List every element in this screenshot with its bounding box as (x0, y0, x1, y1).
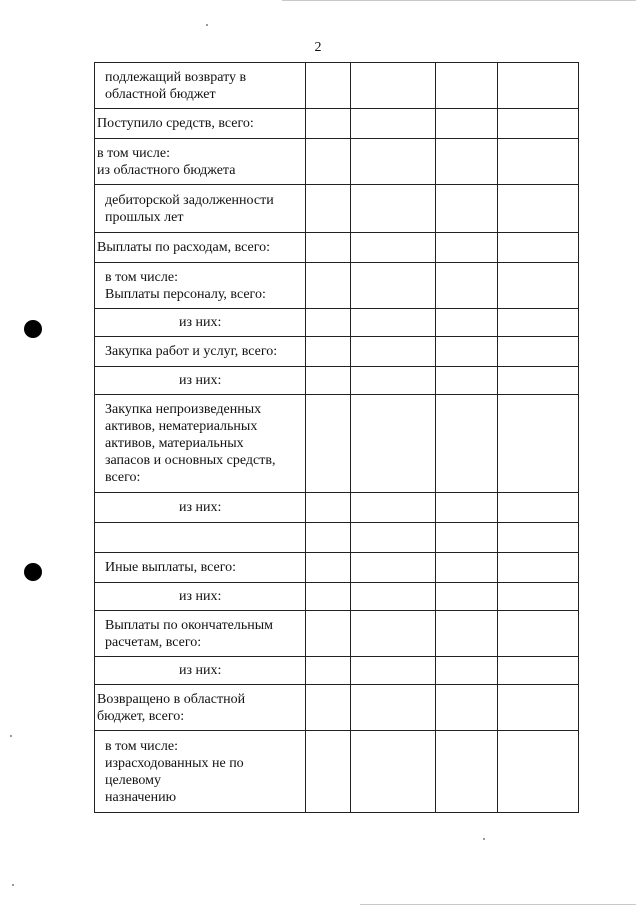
row-label-cell (95, 63, 306, 109)
row-label: в том числе: израсходованных не по целевому назначению (105, 738, 244, 805)
value-cell (498, 63, 579, 109)
value-cell (306, 63, 351, 109)
value-cell (498, 493, 579, 523)
value-cell (351, 731, 436, 813)
row-label-cell (95, 493, 306, 523)
row-label-cell (95, 367, 306, 395)
value-cell (436, 337, 498, 367)
row-label: из них: (179, 500, 222, 515)
row-label: Иные выплаты, всего: (105, 560, 237, 575)
row-label: из них: (179, 663, 222, 678)
report-table (94, 62, 579, 813)
value-cell (436, 685, 498, 731)
value-cell (351, 109, 436, 139)
value-cell (351, 185, 436, 233)
value-cell (498, 583, 579, 611)
value-cell (306, 233, 351, 263)
table-row (95, 263, 579, 309)
value-cell (436, 109, 498, 139)
scan-speck (12, 884, 14, 886)
value-cell (498, 309, 579, 337)
row-label: Поступило средств, всего: (97, 116, 254, 131)
value-cell (498, 185, 579, 233)
value-cell (498, 233, 579, 263)
value-cell (351, 611, 436, 657)
table-row (95, 583, 579, 611)
row-label-cell (95, 685, 306, 731)
value-cell (351, 309, 436, 337)
row-label-cell (95, 185, 306, 233)
value-cell (351, 337, 436, 367)
value-cell (306, 139, 351, 185)
value-cell (306, 367, 351, 395)
row-label-cell (95, 309, 306, 337)
table-row (95, 611, 579, 657)
table-row (95, 233, 579, 263)
value-cell (306, 685, 351, 731)
table-row (95, 523, 579, 553)
value-cell (351, 63, 436, 109)
punch-hole-upper (24, 320, 42, 338)
row-label: дебиторской задолженности прошлых лет (105, 192, 274, 225)
table-row (95, 395, 579, 493)
value-cell (498, 553, 579, 583)
row-label-cell (95, 263, 306, 309)
row-label: Возвращено в областной бюджет, всего: (97, 691, 246, 724)
scan-speck (206, 24, 208, 26)
row-label: в том числе: из областного бюджета (97, 145, 236, 178)
value-cell (436, 583, 498, 611)
table-row (95, 367, 579, 395)
value-cell (436, 63, 498, 109)
table-row (95, 493, 579, 523)
value-cell (498, 109, 579, 139)
value-cell (498, 657, 579, 685)
value-cell (306, 731, 351, 813)
value-cell (306, 109, 351, 139)
row-label-cell (95, 611, 306, 657)
row-label: из них: (179, 589, 222, 604)
table-row (95, 63, 579, 109)
row-label: Выплаты по расходам, всего: (97, 240, 271, 255)
value-cell (306, 611, 351, 657)
table-row (95, 553, 579, 583)
value-cell (306, 657, 351, 685)
value-cell (306, 263, 351, 309)
value-cell (351, 583, 436, 611)
value-cell (306, 337, 351, 367)
row-label-cell (95, 337, 306, 367)
value-cell (306, 553, 351, 583)
value-cell (436, 493, 498, 523)
value-cell (436, 657, 498, 685)
value-cell (351, 139, 436, 185)
row-label: Закупка непроизведенных активов, нематериальных активов, материальных запасов и основных средств, всего: (105, 402, 276, 485)
value-cell (306, 309, 351, 337)
table-row (95, 685, 579, 731)
row-label-cell (95, 553, 306, 583)
value-cell (436, 233, 498, 263)
value-cell (351, 685, 436, 731)
value-cell (436, 309, 498, 337)
punch-hole-lower (24, 563, 42, 581)
value-cell (436, 185, 498, 233)
table-row (95, 139, 579, 185)
scan-speck (10, 735, 12, 737)
value-cell (498, 523, 579, 553)
value-cell (351, 493, 436, 523)
value-cell (436, 263, 498, 309)
table-row (95, 109, 579, 139)
table-row (95, 337, 579, 367)
scan-edge-line-top (282, 0, 636, 1)
value-cell (351, 657, 436, 685)
table-row (95, 731, 579, 813)
value-cell (498, 731, 579, 813)
row-label: из них: (179, 373, 222, 388)
value-cell (498, 139, 579, 185)
value-cell (436, 395, 498, 493)
table-row (95, 309, 579, 337)
row-label: Выплаты по окончательным расчетам, всего: (105, 617, 274, 650)
row-label-cell (95, 583, 306, 611)
value-cell (498, 395, 579, 493)
value-cell (351, 367, 436, 395)
page-number: 2 (314, 40, 322, 55)
value-cell (351, 263, 436, 309)
value-cell (351, 233, 436, 263)
row-label-cell (95, 731, 306, 813)
row-label: в том числе: Выплаты персоналу, всего: (105, 269, 266, 302)
value-cell (351, 553, 436, 583)
value-cell (306, 185, 351, 233)
value-cell (498, 263, 579, 309)
value-cell (306, 523, 351, 553)
value-cell (436, 139, 498, 185)
row-label: из них: (179, 315, 222, 330)
value-cell (436, 553, 498, 583)
row-label-cell (95, 395, 306, 493)
value-cell (498, 367, 579, 395)
table-row (95, 657, 579, 685)
value-cell (306, 583, 351, 611)
row-label-cell (95, 523, 306, 553)
row-label-cell (95, 139, 306, 185)
row-label: Закупка работ и услуг, всего: (105, 344, 278, 359)
row-label-cell (95, 657, 306, 685)
value-cell (436, 523, 498, 553)
row-label: подлежащий возврату в областной бюджет (105, 69, 247, 102)
value-cell (436, 731, 498, 813)
value-cell (498, 611, 579, 657)
row-label-cell (95, 109, 306, 139)
value-cell (498, 337, 579, 367)
table-row (95, 185, 579, 233)
value-cell (351, 523, 436, 553)
value-cell (351, 395, 436, 493)
value-cell (498, 685, 579, 731)
row-label-cell (95, 233, 306, 263)
value-cell (306, 493, 351, 523)
value-cell (436, 367, 498, 395)
value-cell (306, 395, 351, 493)
scan-speck (483, 838, 485, 840)
value-cell (436, 611, 498, 657)
